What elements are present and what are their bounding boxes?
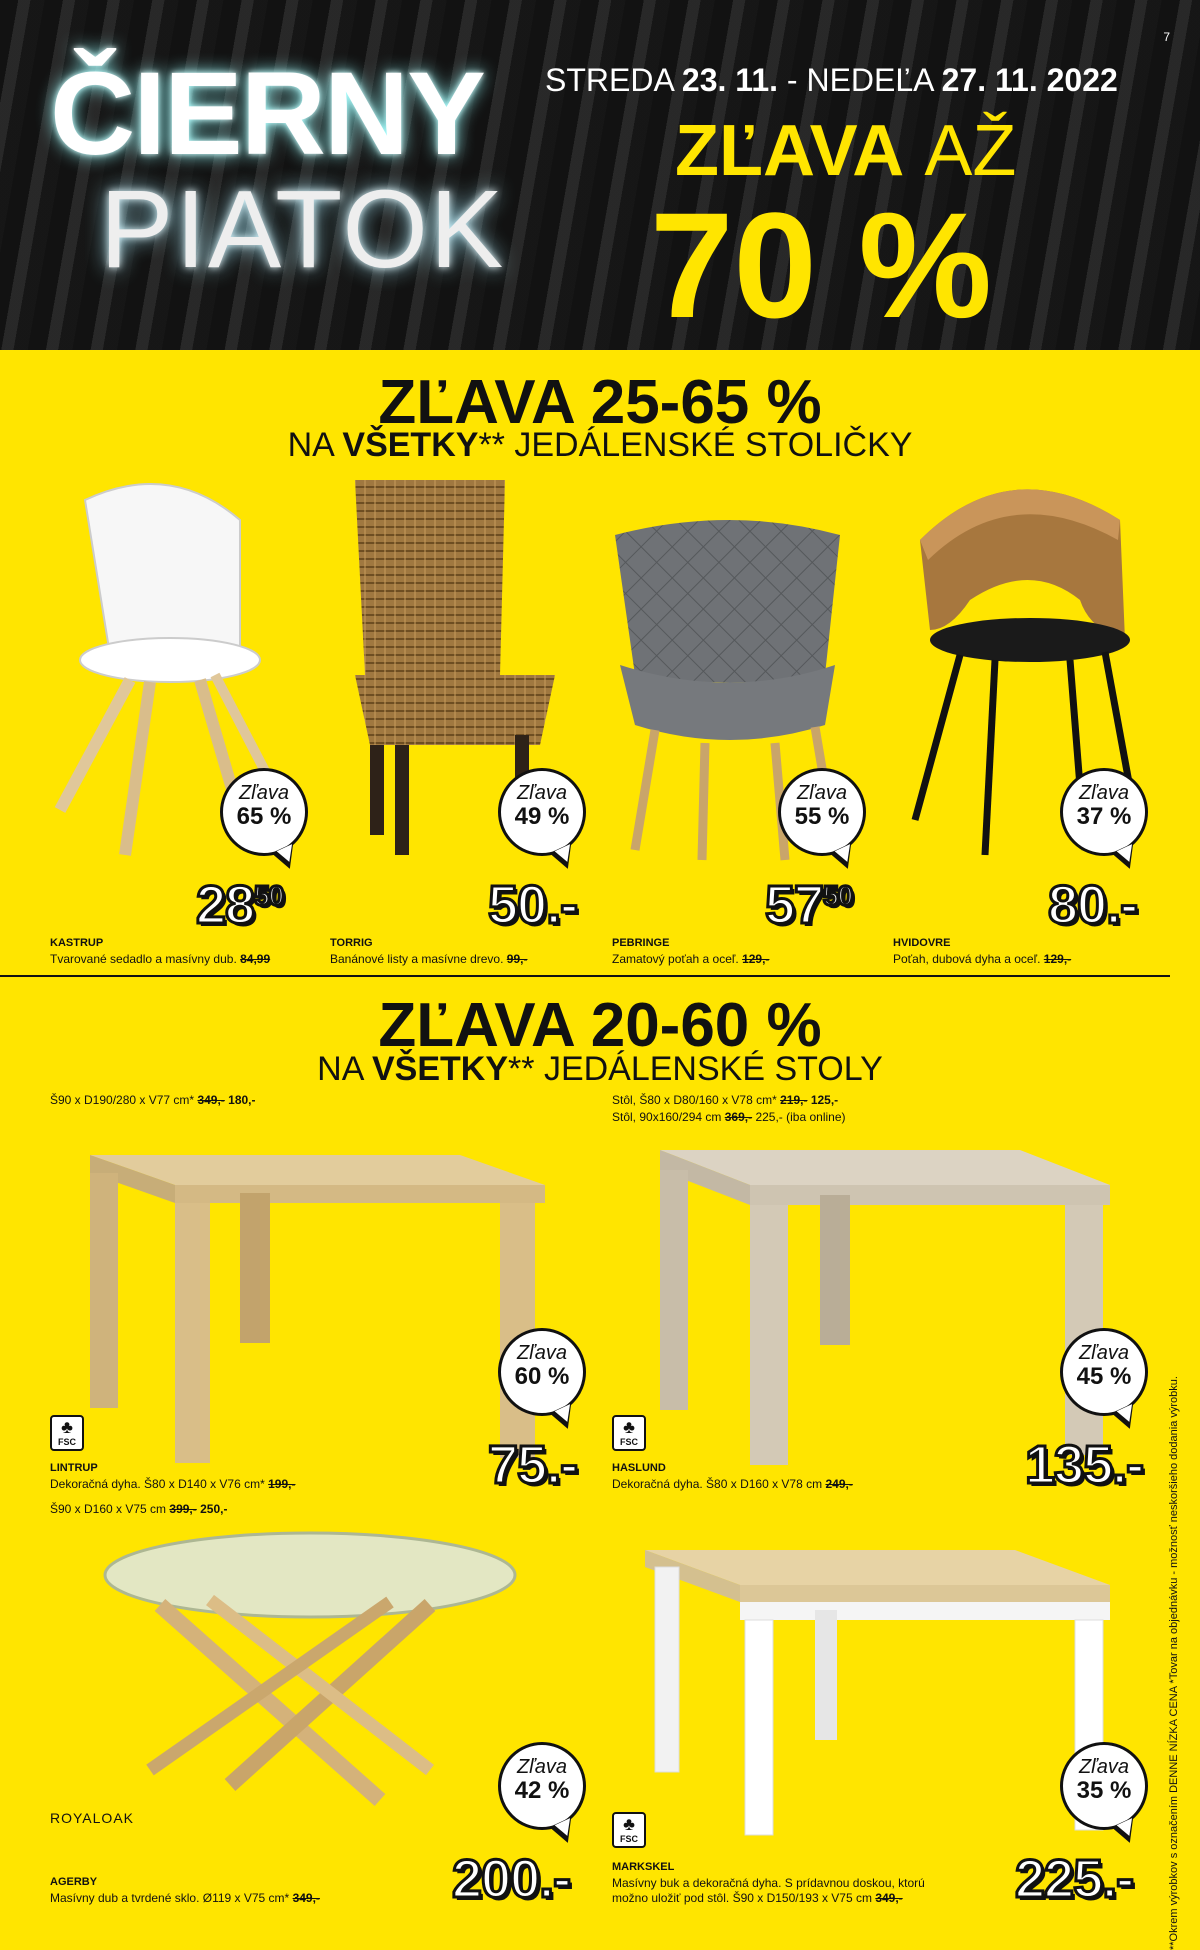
discount-up-to: AŽ [924,111,1017,191]
haslund-variant-note-1 [612,1092,838,1109]
badge-label: Zľava [238,782,290,804]
price-pebringe [765,875,853,935]
price-haslund: 135.- [1025,1435,1144,1495]
new-price: 180,- [228,1093,256,1107]
royal-oak-logo: ROYALOAK [50,1810,134,1826]
product-desc-torrig [330,952,527,966]
discount-badge-markskel [1060,1742,1148,1830]
discount-badge-kastrup [220,768,308,856]
badge-label: Zľava [796,782,848,804]
fsc-text: FSC [58,1437,76,1447]
discount-badge-haslund [1060,1328,1148,1416]
badge-percent: 55 % [794,803,850,830]
brand-bottom: PIATOK [100,168,506,291]
fsc-logo-markskel: ♣ FSC [612,1812,646,1848]
old-price: 399,- [169,1502,197,1516]
lintrup-extension-note [50,1092,256,1109]
badge-percent: 60 % [514,1363,570,1390]
date-end: 27. 11. 2022 [941,62,1118,98]
product-name-markskel: MARKSKEL [612,1861,675,1873]
glass-round-table-icon[interactable] [100,1530,520,1820]
header-banner [0,0,1200,350]
price-lintrup: 75.- [488,1435,578,1495]
old-price: 219,- [780,1093,808,1107]
badge-percent: 35 % [1076,1777,1132,1804]
sub-bold: VŠETKY [342,426,479,464]
badge-percent: 37 % [1076,803,1132,830]
note-text: Stôl, 90x160/294 cm [612,1110,722,1124]
product-desc-hvidovre [893,952,1071,966]
haslund-variant-note-2 [612,1109,846,1126]
badge-percent: 42 % [514,1777,570,1804]
desc-text: Poťah, dubová dyha a oceľ. [893,952,1041,966]
discount-badge-lintrup [498,1328,586,1416]
footnote-vertical: **Okrem výrobkov s označením DENNE NÍZKA CENA *Tovar na objednávku - možnosť neskoršieho dodania výrobku. [1168,1376,1180,1950]
sub-suffix: ** JEDÁLENSKÉ STOLY [508,1050,883,1088]
price-cents: 50 [254,880,284,911]
white-table-icon[interactable] [635,1540,1125,1840]
desc-text: Zamatový poťah a oceľ. [612,952,739,966]
desc-text: možno uložiť pod stôl. Š90 x D150/193 x V75 cm [612,1891,872,1905]
desc-text: Banánové listy a masívne drevo. [330,952,504,966]
old-price: 249,- [825,1477,853,1491]
product-name-haslund: HASLUND [612,1462,666,1474]
old-price: 129,- [1043,952,1072,966]
product-desc-markskel: Masívny buk a dekoračná dyha. S prídavnou doskou, ktorú [612,1876,925,1890]
desc-text: Dekoračná dyha. Š80 x D160 x V78 cm [612,1477,823,1491]
price-cents: 50 [823,880,853,911]
product-name-agerby: AGERBY [50,1876,98,1888]
date-range [545,62,1118,99]
product-name-torrig: TORRIG [330,937,373,949]
extra-text: Š90 x D160 x V75 cm [50,1502,167,1516]
price-main: 80.- [1048,875,1138,935]
fsc-text: FSC [620,1437,638,1447]
sub-prefix: NA [317,1050,363,1088]
badge-label: Zľava [1078,1756,1130,1778]
discount-badge-torrig [498,768,586,856]
sub-prefix: NA [287,426,333,464]
discount-value: 70 % [650,181,992,349]
badge-label: Zľava [1078,1342,1130,1364]
badge-percent: 49 % [514,803,570,830]
tables-section-subtitle [0,1052,1200,1086]
section-divider [0,975,1170,977]
old-price: 84,99 [240,952,271,966]
product-desc2-markskel [612,1891,903,1905]
old-price: 349,- [875,1891,903,1905]
fsc-logo-lintrup: ♣ FSC [50,1415,84,1451]
note-text: Stôl, Š80 x D80/160 x V78 cm* [612,1093,777,1107]
badge-label: Zľava [1078,782,1130,804]
price-kastrup [196,875,284,935]
product-name-lintrup: LINTRUP [50,1462,98,1474]
brand-top: ČIERNY [50,48,484,180]
price-markskel: 225.- [1015,1849,1134,1909]
fsc-text: FSC [620,1834,638,1844]
date-prefix: STREDA [545,62,674,98]
price-main: 28 [196,875,255,935]
price-main: 50.- [488,875,578,935]
badge-label: Zľava [516,1756,568,1778]
old-price: 369,- [724,1110,753,1124]
old-price: 129,- [742,952,770,966]
price-main: 57 [765,875,824,935]
product-extra-lintrup [50,1502,227,1516]
product-name-kastrup: KASTRUP [50,937,104,949]
chairs-section-subtitle [0,428,1200,462]
discount-badge-pebringe [778,768,866,856]
oak-table-icon[interactable] [80,1145,550,1465]
price-agerby: 200.- [452,1849,571,1909]
price-hvidovre [1048,875,1138,935]
badge-percent: 65 % [236,803,292,830]
old-price: 99,- [506,952,528,966]
grey-oak-table-icon[interactable] [650,1140,1120,1470]
old-price: 349,- [197,1093,225,1107]
discount-badge-hvidovre [1060,768,1148,856]
badge-label: Zľava [516,782,568,804]
sub-bold: VŠETKY [371,1050,509,1088]
desc-text: Dekoračná dyha. Š80 x D140 x V76 cm* [50,1477,265,1491]
new-price: 225,- (iba online) [755,1110,846,1124]
product-desc-pebringe [612,952,769,966]
badge-label: Zľava [516,1342,568,1364]
new-price: 125,- [810,1093,839,1107]
page-number: 7 [1163,30,1170,44]
tables-section-title: ZĽAVA 20-60 % [378,991,822,1060]
note-text: Š90 x D190/280 x V77 cm* [50,1093,195,1107]
desc-text: Masívny dub a tvrdené sklo. Ø119 x V75 cm* [50,1891,290,1905]
discount-word: ZĽAVA [675,111,905,191]
fsc-logo-haslund: ♣ FSC [612,1415,646,1451]
product-desc-haslund [612,1477,853,1491]
badge-percent: 45 % [1076,1363,1132,1390]
discount-badge-agerby [498,1742,586,1830]
chairs-section-title: ZĽAVA 25-65 % [378,368,822,437]
product-name-hvidovre: HVIDOVRE [893,937,951,949]
date-start: 23. 11. [681,62,779,98]
date-mid: - NEDEĽA [786,62,933,98]
new-price: 250,- [200,1502,228,1516]
product-desc-kastrup [50,952,270,966]
sub-suffix: ** JEDÁLENSKÉ STOLIČKY [478,426,913,464]
product-desc-agerby [50,1891,320,1905]
desc-text: Tvarované sedadlo a masívny dub. [50,952,237,966]
old-price: 349,- [292,1891,320,1905]
old-price: 199,- [268,1477,296,1491]
product-desc-lintrup [50,1477,295,1491]
discount-headline [675,110,1016,192]
price-torrig [488,875,578,935]
product-name-pebringe: PEBRINGE [612,937,670,949]
